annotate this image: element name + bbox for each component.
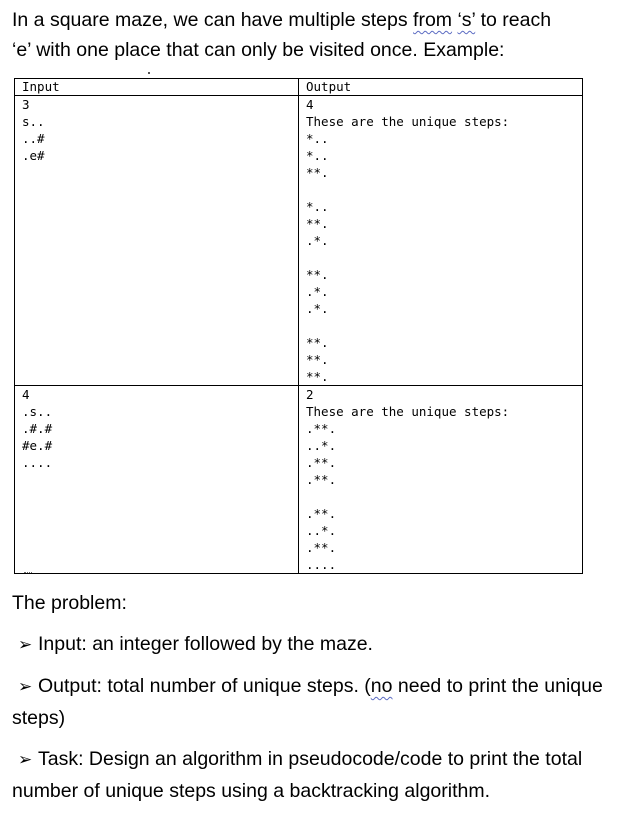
path-gap — [306, 181, 582, 198]
path-line: .*. — [306, 233, 329, 248]
bullet-input-text: Input: an integer followed by the maze. — [38, 633, 373, 655]
maze-line: ..# — [22, 131, 45, 146]
output-cell — [299, 386, 583, 574]
step-count: 4 — [306, 97, 314, 112]
path-gap — [306, 488, 582, 505]
table-row — [15, 96, 583, 386]
path-line: ..*. — [306, 523, 337, 538]
intro-text: In a square maze, we can have multiple steps — [12, 9, 414, 31]
step-count: 2 — [306, 387, 314, 402]
path-line: **. — [306, 267, 329, 282]
output-caption: These are the unique steps: — [306, 404, 510, 419]
bullet-output-text: Output: total number of unique steps. ( — [38, 675, 371, 697]
maze-size: 4 — [22, 387, 30, 402]
path-line: .**. — [306, 455, 337, 470]
maze-line: s.. — [22, 114, 45, 129]
maze-line: .#.# — [22, 421, 53, 436]
maze-line: .s.. — [22, 404, 53, 419]
path-gap — [306, 317, 582, 334]
problem-title: The problem: — [12, 592, 127, 614]
stray-marks — [24, 572, 32, 575]
spellcheck-word-from: from — [413, 9, 453, 31]
spellcheck-word-s: ‘s’ — [457, 9, 476, 31]
path-line: *.. — [306, 199, 329, 214]
bullet-task-text: Task: Design an algorithm in pseudocode/code to print the total number of unique steps using a backtracking algorithm. — [12, 748, 583, 802]
example-table — [14, 78, 583, 574]
bullet-task — [12, 744, 614, 807]
bullet-input — [12, 629, 614, 661]
output-cell — [299, 96, 583, 386]
output-column-header: Output — [299, 79, 583, 96]
path-line: **. — [306, 352, 329, 367]
path-line: **. — [306, 216, 329, 231]
input-cell — [15, 96, 299, 386]
path-line: .**. — [306, 506, 337, 521]
arrow-bullet-icon: ➢ — [18, 635, 33, 655]
path-line: ..*. — [306, 438, 337, 453]
path-line: .... — [306, 557, 337, 572]
path-line: *.. — [306, 148, 329, 163]
path-line: .**. — [306, 540, 337, 555]
intro-line-2: ‘e’ with one place that can only be visited once. Example: — [12, 39, 505, 61]
path-line: .*. — [306, 284, 329, 299]
maze-line: #e.# — [22, 438, 53, 453]
maze-size: 3 — [22, 97, 30, 112]
intro-text-end: to reach — [475, 9, 552, 31]
path-line: *.. — [306, 131, 329, 146]
intro-line-1 — [12, 5, 612, 35]
spellcheck-word-no: no — [370, 675, 393, 697]
table-header-row — [15, 79, 583, 96]
output-caption: These are the unique steps: — [306, 114, 510, 129]
stray-dot — [148, 72, 150, 74]
maze-line: .... — [22, 455, 53, 470]
path-line: .**. — [306, 472, 337, 487]
input-column-header: Input — [15, 79, 299, 96]
arrow-bullet-icon: ➢ — [18, 750, 33, 770]
maze-line: .e# — [22, 148, 45, 163]
path-line: **. — [306, 369, 329, 384]
problem-section — [12, 588, 614, 817]
bullet-output-text-end: need to print the unique steps) — [12, 675, 603, 729]
table-row — [15, 386, 583, 574]
input-cell — [15, 386, 299, 574]
intro-paragraph — [12, 5, 612, 65]
bullet-output — [12, 671, 614, 734]
path-line: **. — [306, 165, 329, 180]
path-line: **. — [306, 335, 329, 350]
path-gap — [306, 249, 582, 266]
path-line: .**. — [306, 421, 337, 436]
arrow-bullet-icon: ➢ — [18, 677, 33, 697]
path-line: .*. — [306, 301, 329, 316]
